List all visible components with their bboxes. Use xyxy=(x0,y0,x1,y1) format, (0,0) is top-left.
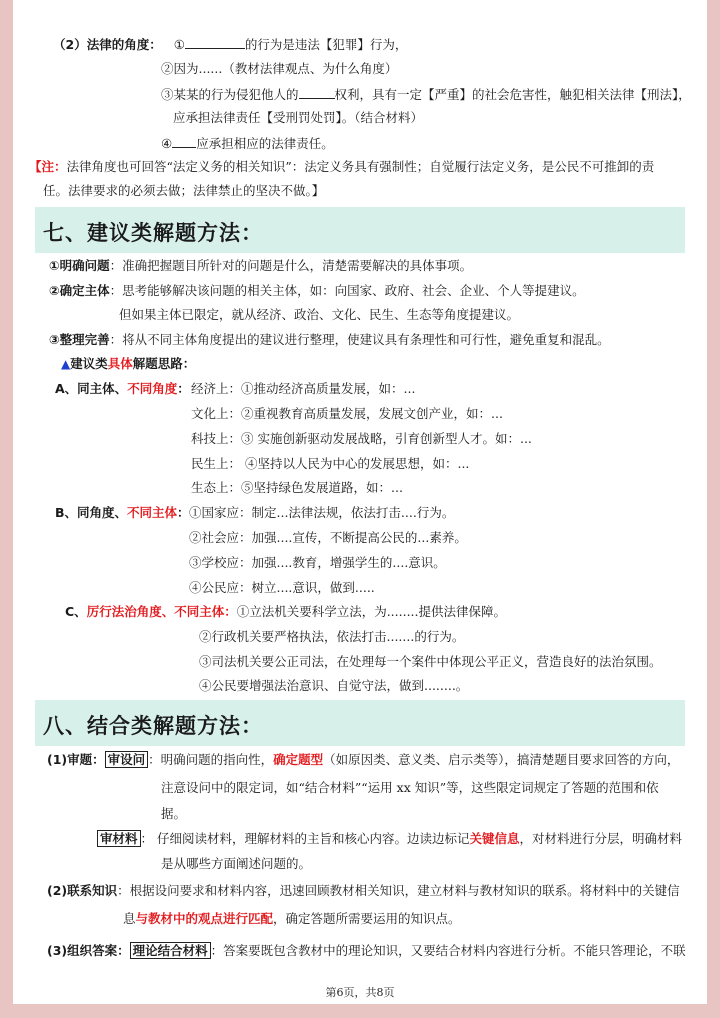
s7-step-1-text: ：准确把握题目所针对的问题是什么，清楚需要解决的具体事项。 xyxy=(109,258,473,273)
s7-step-2-label: ②确定主体 xyxy=(49,283,110,298)
p2-label: (2)联系知识 xyxy=(47,883,118,898)
fill-blank xyxy=(185,36,245,49)
p2-line2-b: ，确定答题所需要运用的知识点。 xyxy=(273,911,461,926)
s7-step-2-cont: 但如果主体已限定，就从经济、政治、文化、民生、生态等角度提建议。 xyxy=(119,307,520,322)
law-item-3-cont: 应承担法律责任【受刑罚处罚】。（结合材料） xyxy=(173,110,424,125)
law-item-3-text-b: 权利，具有一定【严重】的社会危害性，触犯相关法律【刑法】， xyxy=(334,87,691,102)
s7-B-label xyxy=(55,505,190,521)
law-item-4 xyxy=(161,135,334,152)
s7-C-label xyxy=(65,604,506,620)
s7-B-item: ②社会应：加强....宣传，不断提高公民的...素养。 xyxy=(189,530,467,545)
s7-step-2-text: ：思考能够解决该问题的相关主体，如：向国家、政府、社会、企业、个人等提建议。 xyxy=(109,283,585,298)
p2-line2-red: 与教材中的观点进行匹配 xyxy=(135,911,274,926)
triangle-icon: ▲ xyxy=(61,357,71,371)
fill-blank xyxy=(299,86,335,99)
law-item-4-number: ④ xyxy=(161,136,173,151)
page-number: 第6页，共8页 xyxy=(325,986,395,999)
p3-text: ：答案要既包含教材中的理论知识，又要结合材料内容进行分析。不能只答理论，不联 xyxy=(210,943,686,958)
fill-blank xyxy=(172,135,196,148)
law-item-3 xyxy=(161,86,691,103)
p1-text-a: ：明确问题的指向性， xyxy=(148,752,274,767)
s7-C-item: ②行政机关要严格执法，依法打击.......的行为。 xyxy=(199,629,465,644)
s8-p1-line3: 据。 xyxy=(161,806,187,821)
s8-p1 xyxy=(47,752,679,768)
law-item-1 xyxy=(53,36,407,53)
law-item-2: ②因为......（教材法律观点、为什么角度） xyxy=(161,61,398,76)
p1b-text-b: ，对材料进行分层，明确材料 xyxy=(519,831,683,846)
s7-A-item: 民生上： ④坚持以人民为中心的发展思想，如：... xyxy=(191,456,470,471)
s7-C-item: ③司法机关要公正司法，在处理每一个案件中体现公平正义，营造良好的法治氛围。 xyxy=(199,654,662,669)
section-7-title: 七、建议类解题方法： xyxy=(43,221,263,245)
p1-text-b: （如原因类、意义类、启示类等），搞清楚题目要求回答的方向， xyxy=(323,752,680,767)
s7-C-item: ①立法机关要科学立法，为........提供法律保障。 xyxy=(236,604,506,619)
A-label-b: 不同角度 xyxy=(127,381,178,396)
p1b-text-a: ： 仔细阅读材料，理解材料的主旨和核心内容。边读边标记 xyxy=(140,831,470,846)
law-item-1-text: 的行为是违法【犯罪】行为， xyxy=(244,37,408,52)
s7-A-label xyxy=(55,381,190,397)
s8-p2 xyxy=(47,883,680,899)
idea-heading-c: 解题思路： xyxy=(132,356,196,371)
s7-A-item: 科技上：③ 实施创新驱动发展战略，引育创新型人才。如：... xyxy=(191,431,532,446)
idea-heading-a: 建议类 xyxy=(70,356,108,371)
p1-label: (1)审题： xyxy=(47,752,105,767)
s7-B-item: ③学校应：加强....教育，增强学生的....意识。 xyxy=(189,555,446,570)
document-page xyxy=(13,0,707,1004)
law-item-4-text: 应承担相应的法律责任。 xyxy=(196,136,334,151)
C-label-a: C、 xyxy=(65,604,87,619)
p2-text: ：根据设问要求和材料内容，迅速回顾教材相关知识，建立材料与教材知识的联系。将材料中的关键信 xyxy=(117,883,680,898)
s7-A-item: 经济上：①推动经济高质量发展，如：... xyxy=(191,381,416,396)
p2-line2-a: 息 xyxy=(123,911,136,926)
p1b-red: 关键信息 xyxy=(469,831,520,846)
s7-step-2 xyxy=(49,283,585,299)
law-heading: （2）法律的角度： xyxy=(53,37,162,52)
idea-heading-b: 具体 xyxy=(107,356,133,371)
A-label-a: A、同主体、 xyxy=(55,381,128,396)
s7-step-1 xyxy=(49,258,472,274)
s7-idea-heading xyxy=(61,356,195,372)
section-8-banner xyxy=(35,700,685,746)
s7-A-item: 生态上：⑤坚持绿色发展道路，如：... xyxy=(191,480,403,495)
s7-step-3 xyxy=(49,332,610,348)
law-item-3-text-a: ③某某的行为侵犯他人的 xyxy=(161,87,299,102)
p3-colon: ： xyxy=(117,943,130,958)
law-item-1-number: ① xyxy=(173,37,185,52)
note-label: 【注： xyxy=(29,159,67,174)
s8-p2-line2 xyxy=(123,911,461,927)
s7-A-item: 文化上：②重视教育高质量发展，发展文创产业，如：... xyxy=(191,406,503,421)
B-label-b: 不同主体 xyxy=(127,505,178,520)
p1-boxed-term: 审设问 xyxy=(105,751,149,768)
s7-C-item: ④公民要增强法治意识、自觉守法，做到........。 xyxy=(199,678,469,693)
p1-red: 确定题型 xyxy=(273,752,324,767)
section-8-title: 八、结合类解题方法： xyxy=(43,714,263,738)
s8-p3 xyxy=(47,943,686,959)
s8-p1-line2: 注意设问中的限定词，如“结合材料”“运用 xx 知识”等，这些限定词规定了答题的范围和依 xyxy=(161,780,659,795)
p1b-boxed-term: 审材料 xyxy=(97,830,141,847)
A-label-c: ： xyxy=(177,381,190,396)
note-text-1: 法律角度也可回答“法定义务的相关知识”：法定义务具有强制性；自觉履行法定义务，是公民不可推卸的责 xyxy=(66,159,655,174)
B-label-c: ： xyxy=(177,505,190,520)
s8-p1b xyxy=(97,831,682,847)
C-label-b: 厉行法治角度、不同主体： xyxy=(86,604,237,619)
s7-B-item: ①国家应：制定...法律法规，依法打击....行为。 xyxy=(189,505,455,520)
section-7-banner xyxy=(35,207,685,253)
law-note-line-1 xyxy=(29,159,654,175)
s7-B-item: ④公民应：树立....意识，做到..... xyxy=(189,580,375,595)
law-note-line-2: 任。法律要求的必须去做；法律禁止的坚决不做。】 xyxy=(43,183,325,198)
s7-step-3-text: ：将从不同主体角度提出的建议进行整理，使建议具有条理性和可行性，避免重复和混乱。 xyxy=(109,332,610,347)
s7-step-1-label: ①明确问题 xyxy=(49,258,110,273)
p3-label: (3)组织答案 xyxy=(47,943,118,958)
p3-boxed-term: 理论结合材料 xyxy=(130,942,211,959)
s7-step-3-label: ③整理完善 xyxy=(49,332,110,347)
B-label-a: B、同角度、 xyxy=(55,505,128,520)
s8-p1b-line2: 是从哪些方面阐述问题的。 xyxy=(161,856,312,871)
